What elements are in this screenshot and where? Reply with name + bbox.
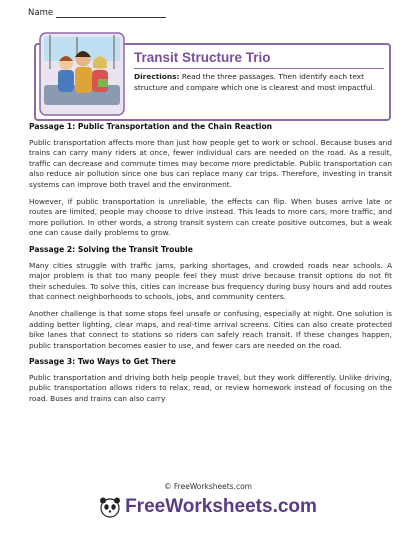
passage-2-paragraph-2: Another challenge is that some stops feel unsafe or confusing, especially at night. One solution is adding better lighting, clear maps, and real-time arrival screens. Cities can also create protected bike lanes that connect to stations so riders can safely reach transit. If these changes happen, public transportation becomes easier to use, and fewer cars are needed on the road. (29, 308, 392, 350)
footer-brand (0, 496, 416, 518)
worksheet-title: Transit Structure Trio (134, 50, 271, 65)
passage-1-paragraph-2: However, if public transportation is unreliable, the effects can flip. When buses arrive late or routes are limited, people may choose to drive instead. This leads to more cars, more traffic, and more pollution. In other words, a strong transit system can create positive outcomes, but a weak one can cause daily problems to grow. (29, 196, 392, 238)
passage-2-heading: Passage 2: Solving the Transit Trouble (29, 244, 193, 254)
title-underline (134, 68, 384, 69)
footer-brand-text: FreeWorksheets.com (125, 496, 317, 517)
directions-label: Directions: (134, 72, 180, 81)
passage-1-paragraph-1: Public transportation affects more than just how people get to work or school. Because buses and trains can carry many riders at once, fewer individual cars are needed on the road. As a result, traffic can decrease and commute times may become more predictable. Public transportation can also reduce air pollution since one bus can replace many car trips. Therefore, investing in transit systems can improve both travel and the environment. (29, 137, 392, 189)
directions-body: Read the three passages. Then identify each text structure and compare which one is clearest and most impactful. (134, 72, 376, 92)
footer-copyright: © FreeWorksheets.com (164, 482, 252, 491)
directions-text (134, 72, 382, 93)
passage-3-paragraph-1: Public transportation and driving both help people travel, but they work differently. Unlike driving, public transportation allows riders to relax, read, or review homework instead of focusing on the road. Buses and trains can also carry (29, 372, 392, 404)
passage-1-heading: Passage 1: Public Transportation and the Chain Reaction (29, 122, 273, 131)
passage-2-paragraph-1: Many cities struggle with traffic jams, parking shortages, and crowded roads near schools. A major problem is that too many people feel they must drive because transit options do not fit their schedules. To solve this, cities can increase bus frequency during busy hours and add routes that connect neighborhoods to schools, jobs, and community centers. (29, 260, 392, 302)
name-blank-line[interactable] (56, 8, 166, 18)
passages-content (29, 122, 392, 411)
name-label: Name (28, 8, 54, 18)
passage-3-heading: Passage 3: Two Ways to Get There (29, 357, 176, 367)
panda-logo-icon (99, 496, 121, 518)
name-field-row (28, 8, 166, 18)
bus-passengers-illustration (36, 29, 128, 119)
